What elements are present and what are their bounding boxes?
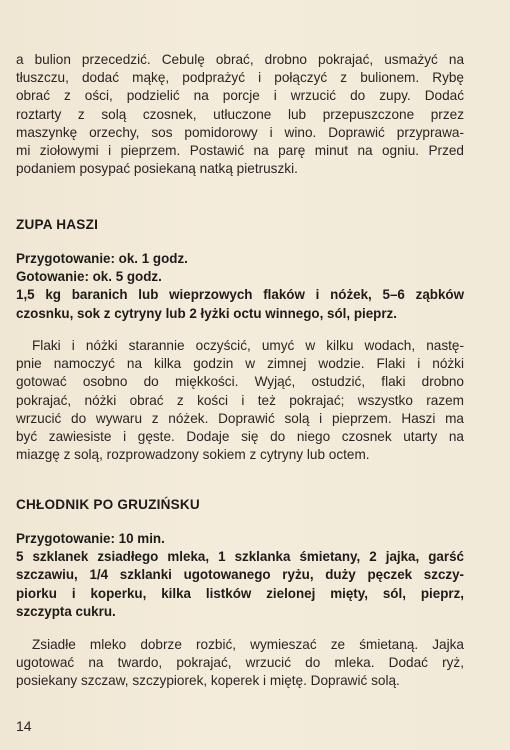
intro-paragraph — [16, 51, 464, 178]
ingredients-line: czosnku, sok z cytryny lub 2 łyżki octu winnego, sól, pieprz. — [16, 305, 397, 321]
recipe-title-chlodnik: CHŁODNIK PO GRUZIŃSKU — [16, 497, 200, 512]
text-line: pnie namoczyć na kilka godzin w zimnej wodzie. Flaki i nóżki — [16, 356, 464, 372]
text-line: wrzucić do wywaru z nóżek. Doprawić solą i pieprzem. Haszi ma — [16, 410, 464, 426]
ingredients-line: szczypta cukru. — [16, 603, 116, 619]
text-line: gotować osobno do miękkości. Wyjąć, ostudzić, flaki drobno — [16, 374, 464, 390]
text-line: posiekany szczaw, szczypiorek, koperek i miętę. Doprawić solą. — [16, 673, 400, 689]
ingredients-line: 1,5 kg baranich lub wieprzowych flaków i nóżek, 5–6 ząbków — [16, 287, 464, 303]
recipe-meta-zupa-haszi — [16, 250, 464, 323]
ingredients-line: 5 szklanek zsiadłego mleka, 1 szklanka śmietany, 2 jajka, garść — [16, 549, 464, 565]
text-line: ugotować na twardo, pokrajać, wrzucić do mleka. Dodać ryż, — [16, 655, 464, 671]
text-line: podaniem posypać posiekaną natką pietruszki. — [16, 161, 298, 177]
text-line: maszynkę orzechy, sos pomidorowy i wino. Doprawić przyprawa- — [16, 124, 464, 140]
text-line: miazgę z solą, rozprowadzony sokiem z cytryny lub octem. — [16, 447, 370, 463]
prep-time: Przygotowanie: ok. 1 godz. — [16, 251, 188, 266]
ingredients-line: piorku i koperku, kilka listków zielonej mięty, sól, pieprz, — [16, 585, 464, 601]
recipe-title-zupa-haszi: ZUPA HASZI — [16, 217, 99, 232]
text-line: a bulion przecedzić. Cebulę obrać, drobno pokrajać, usmażyć na — [16, 52, 464, 67]
text-line: pokrajać, nóżki obrać z kości i też pokrajać; wszystko razem — [16, 392, 464, 408]
prep-time: Przygotowanie: 10 min. — [16, 531, 165, 546]
text-line: roztarty z solą czosnek, utłuczone lub przepuszczone przez — [16, 106, 464, 122]
recipe-body-chlodnik — [16, 636, 464, 691]
text-line: mi ziołowymi i pieprzem. Postawić na parę minut na ogniu. Przed — [16, 143, 464, 159]
text-line: obrać z ości, podzielić na porcje i wrzucić do zupy. Dodać — [16, 88, 464, 104]
page-number: 14 — [16, 718, 32, 734]
cook-time: Gotowanie: ok. 5 godz. — [16, 269, 162, 285]
text-line: Zsiadłe mleko dobrze rozbić, wymieszać ze śmietaną. Jajka — [32, 637, 464, 652]
recipe-meta-chlodnik — [16, 530, 464, 621]
text-line: Flaki i nóżki starannie oczyścić, umyć w kilku wodach, nastę- — [32, 338, 464, 353]
ingredients-line: szczawiu, 1/4 szklanki ugotowanego ryżu, duży pęczek szczy- — [16, 567, 464, 583]
text-line: być zawiesiste i gęste. Dodaje się do niego czosnek utarty na — [16, 429, 464, 445]
recipe-body-zupa-haszi — [16, 337, 464, 464]
text-line: tłuszczu, dodać mąkę, podprażyć i połączyć z bulionem. Rybę — [16, 70, 464, 86]
